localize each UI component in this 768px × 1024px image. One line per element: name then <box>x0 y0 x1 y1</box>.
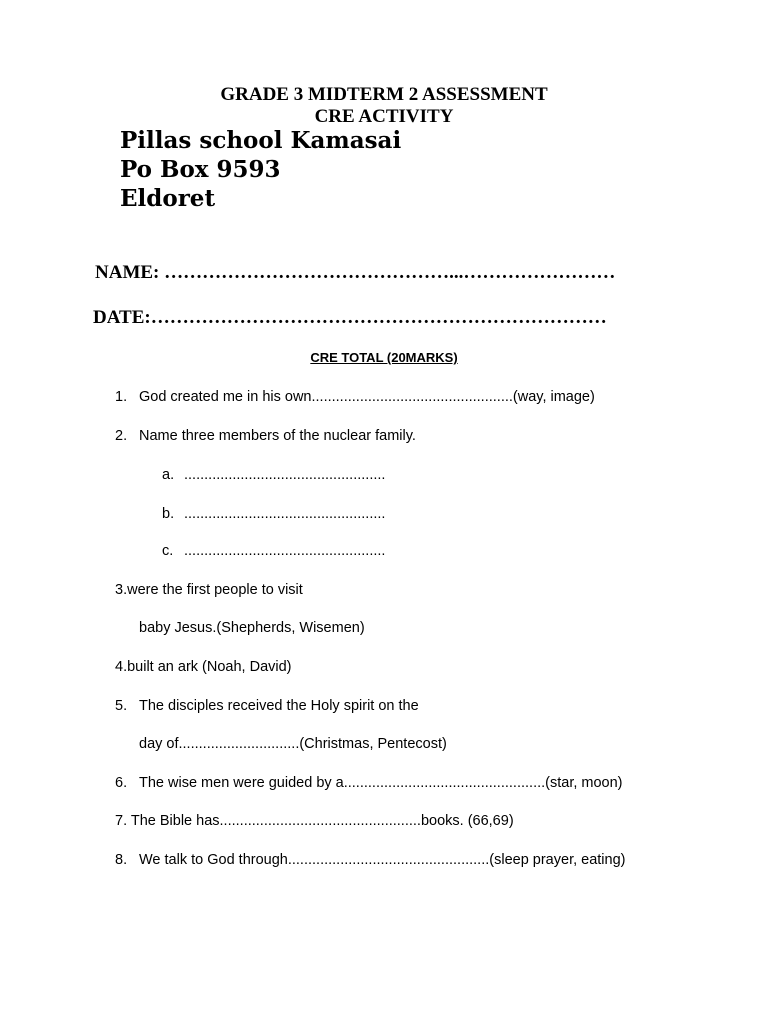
question-8-text: We talk to God through..................................................(sleep prayer, eating) <box>139 852 626 868</box>
question-2a-label: a. <box>162 467 175 483</box>
question-3-line2: baby Jesus.(Shepherds, Wisemen) <box>139 620 365 636</box>
date-field: DATE:……………………………………………………………… <box>93 307 607 328</box>
activity-title: CRE ACTIVITY <box>314 106 454 127</box>
question-6-number: 6. <box>115 775 128 791</box>
question-2-number: 2. <box>115 428 128 444</box>
question-2-text: Name three members of the nuclear family. <box>139 428 416 444</box>
question-2c-blank: .................................................. <box>184 543 386 559</box>
question-1-text: God created me in his own..................................................(way, image) <box>139 389 595 405</box>
question-2b-label: b. <box>162 506 175 522</box>
question-5-number: 5. <box>115 698 128 714</box>
po-box: Po Box 9593 <box>120 156 281 183</box>
question-3-line1: 3.were the first people to visit <box>115 582 303 598</box>
question-1-number: 1. <box>115 389 128 405</box>
name-field: NAME: ………………………………………...…………………… <box>95 262 616 283</box>
town: Eldoret <box>120 185 216 212</box>
question-2b-blank: .................................................. <box>184 506 386 522</box>
question-8-number: 8. <box>115 852 128 868</box>
question-2a-blank: .................................................. <box>184 467 386 483</box>
question-6-text: The wise men were guided by a..................................................(star, moon) <box>139 775 623 791</box>
question-2c-label: c. <box>162 543 174 559</box>
question-7-text: 7. The Bible has..................................................books. (66,69) <box>115 813 514 829</box>
assessment-title: GRADE 3 MIDTERM 2 ASSESSMENT <box>220 84 548 105</box>
school-name: Pillas school Kamasai <box>120 127 402 154</box>
question-5-line1: The disciples received the Holy spirit on the <box>139 698 419 714</box>
question-4-text: 4.built an ark (Noah, David) <box>115 659 292 675</box>
question-5-line2: day of..............................(Christmas, Pentecost) <box>139 736 447 752</box>
section-total-heading: CRE TOTAL (20MARKS) <box>310 350 458 365</box>
